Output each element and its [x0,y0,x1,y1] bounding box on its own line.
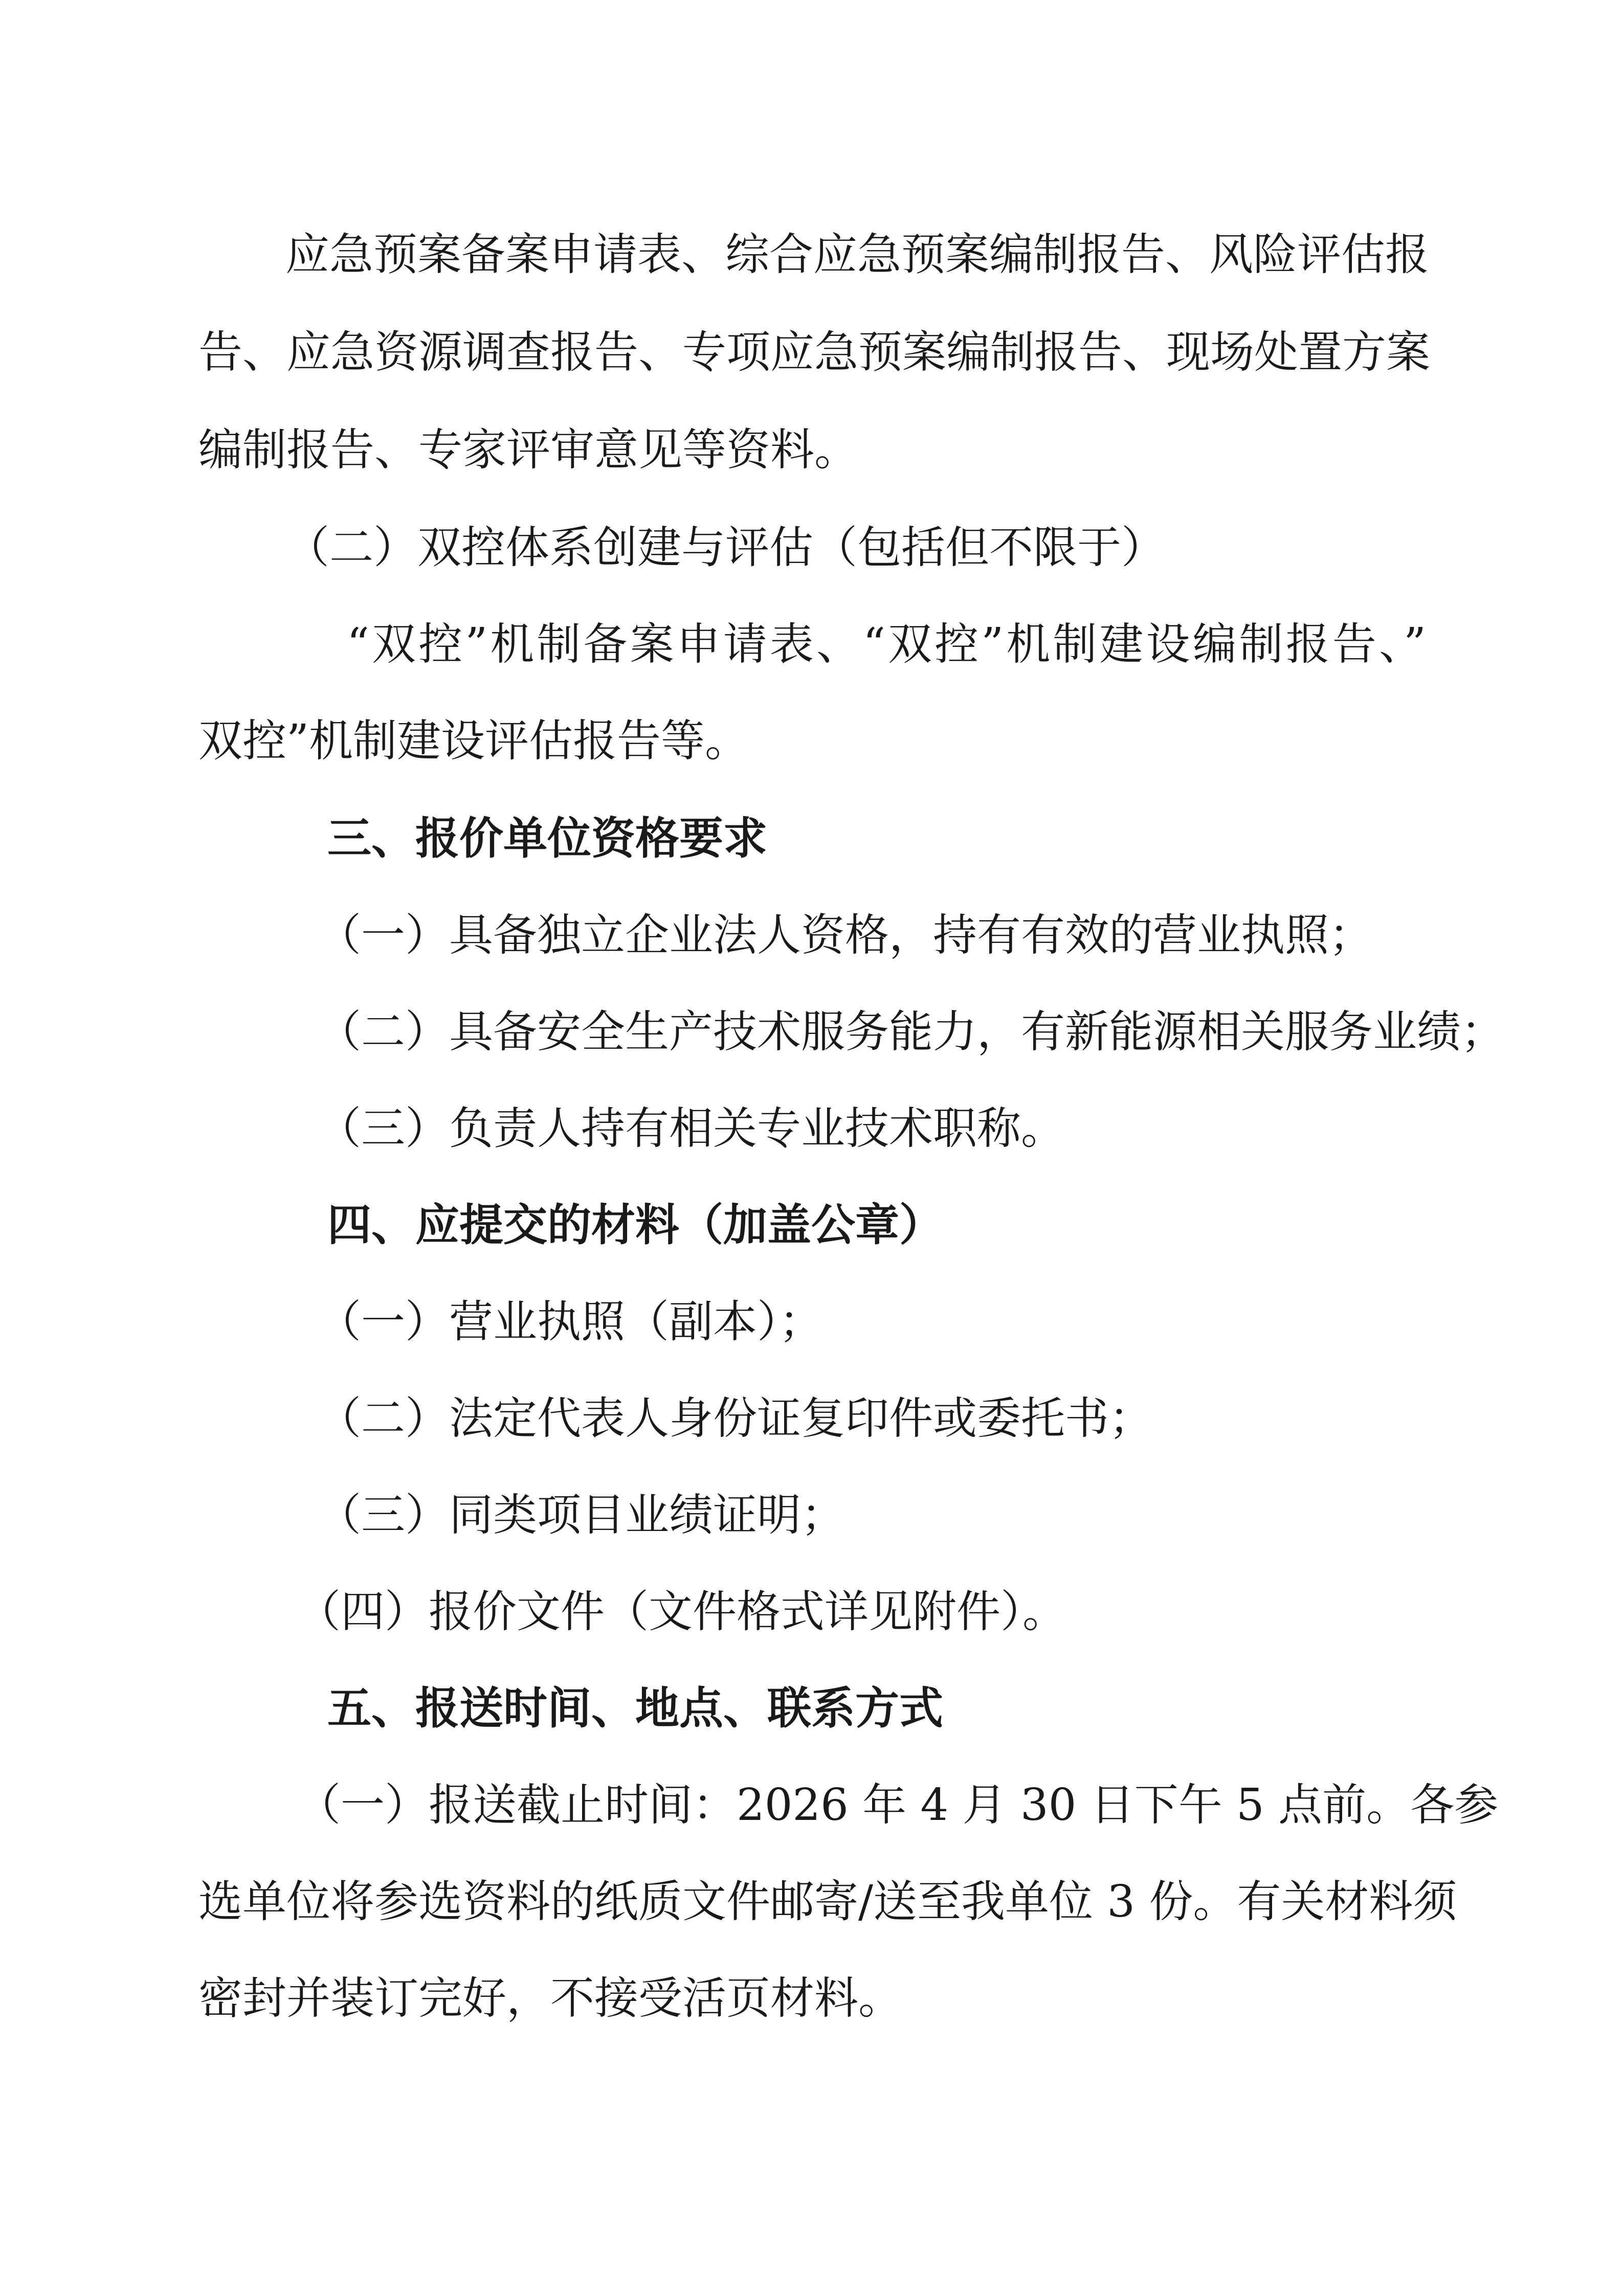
section-heading: 四、应提交的材料（加盖公章） [327,1200,943,1251]
list-item: （二）具备安全生产技术服务能力，有新能源相关服务业绩； [317,1006,1505,1057]
list-item: （三）负责人持有相关专业技术职称。 [317,1103,1065,1154]
section-heading: 五、报送时间、地点、联系方式 [327,1683,943,1734]
paragraph-line: “双控”机制备案申请表、“双控”机制建设编制报告、” [347,619,1426,670]
paragraph-line: 告、应急资源调查报告、专项应急预案编制报告、现场处置方案 [198,327,1430,378]
list-item: （三）同类项目业绩证明； [317,1490,845,1541]
paragraph-line: （一）报送截止时间：2026 年 4 月 30 日下午 5 点前。各参 [297,1780,1499,1831]
paragraph-line: 编制报告、专家评审意见等资料。 [198,424,858,476]
list-item: （二）法定代表人身份证复印件或委托书； [317,1393,1153,1444]
paragraph-line: 应急预案备案申请表、综合应急预案编制报告、风险评估报 [285,229,1429,280]
paragraph-line: 选单位将参选资料的纸质文件邮寄/送至我单位 3 份。有关材料须 [198,1876,1457,1927]
paragraph-line: 双控”机制建设评估报告等。 [198,715,749,767]
list-item: （一）具备独立企业法人资格，持有有效的营业执照； [317,910,1373,961]
subsection-title: （二）双控体系创建与评估（包括但不限于） [285,522,1165,573]
list-item: （一）营业执照（副本）； [317,1296,823,1347]
section-heading: 三、报价单位资格要求 [327,813,767,864]
list-item: （四）报价文件（文件格式详见附件）。 [297,1586,1066,1637]
paragraph-line: 密封并装订完好，不接受活页材料。 [198,1973,902,2024]
